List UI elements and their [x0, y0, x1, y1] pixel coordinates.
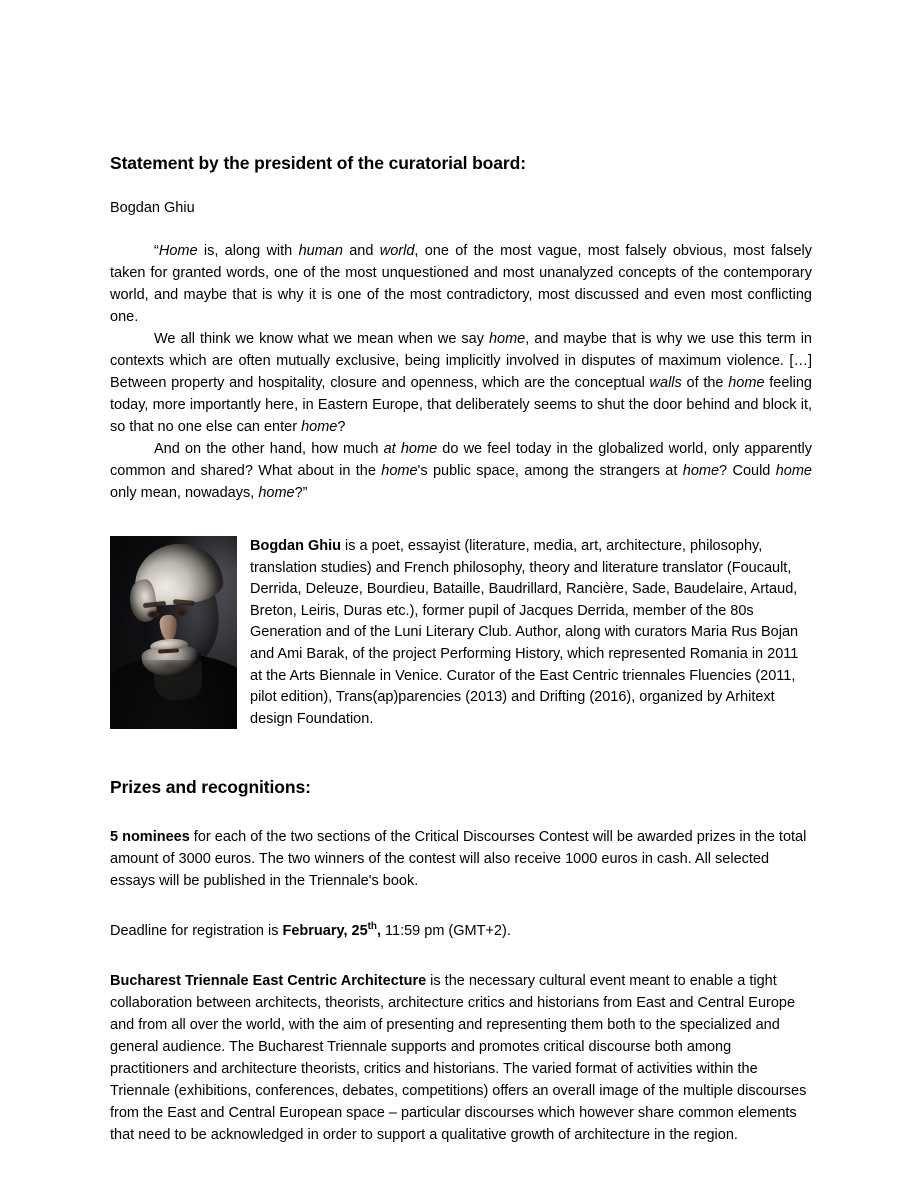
italic-at-home: at home: [383, 441, 438, 457]
document-content: [110, 152, 812, 1146]
deadline-ordinal-suffix: th: [367, 921, 377, 933]
quote-paragraph-2: [110, 328, 812, 438]
quote3-run-6: ?”: [294, 485, 308, 501]
quote-paragraph-3: [110, 438, 812, 504]
quote-run-1: is, along with: [197, 243, 299, 259]
italic-home-b: home: [682, 463, 720, 479]
quote-run-3: , one of the most vague, most falsely obvious, most falsely taken for granted words, one of the most unquestioned and most unanalyzed concepts of the contemporary world, and maybe that is why it is one of the most contradictory, most discussed and even most conflicting one.: [110, 243, 813, 325]
quote2-run-2: , and maybe that is why we use this term in contexts which are often mutually exclusive, being implicitly involved in disputes of maximum violence. […] Between property and hospitality, closure and openness, which are the conceptual: [110, 331, 812, 391]
biography-name: Bogdan Ghiu: [250, 538, 342, 554]
italic-home-d: home: [258, 485, 295, 501]
portrait-photo: [110, 536, 237, 729]
quote-paragraph-1: [110, 240, 812, 328]
quote2-run-4: feeling today, more importantly here, in Eastern Europe, that deliberately seems to shut the door behind and block it, so that no one else can enter: [110, 375, 812, 435]
quote3-run-4: ? Could: [719, 463, 776, 479]
italic-world: world: [379, 243, 415, 259]
triennale-title-bold: Bucharest Triennale East Centric Architecture: [110, 973, 427, 989]
statement-quote: [110, 240, 812, 504]
deadline-date-text: February, 25: [282, 923, 368, 939]
biography-text: [250, 536, 812, 730]
quote3-run-1: And on the other hand, how much: [154, 441, 384, 457]
open-quote-mark: “: [154, 243, 159, 259]
quote2-run-3: of the: [681, 375, 729, 391]
deadline-date: [282, 923, 381, 939]
italic-human: human: [298, 243, 343, 259]
portrait-vignette: [110, 536, 237, 729]
deadline-paragraph: [110, 920, 812, 942]
deadline-prefix: Deadline for registration is: [110, 923, 283, 939]
italic-walls: walls: [649, 375, 682, 391]
italic-home-c: home: [775, 463, 812, 479]
prizes-heading: Prizes and recognitions:: [110, 777, 311, 797]
italic-home: Home: [158, 243, 198, 259]
italic-home-c: home: [301, 419, 338, 435]
biography-body: is a poet, essayist (literature, media, art, architecture, philosophy, translation studies) and French philosophy, theory and literature translator (Foucault, Derrida, Deleuze, Bourdieu, Bataille, Baudrillard, Rancière, Sade, Baudelaire, Artaud, Breton, Leiris, Duras etc.), former pupil of Jacques Derrida, member of the 80s Generation and of the Luni Literary Club. Author, along with curators Maria Rus Bojan and Ami Barak, of the project Performing History, which represented Romania in 2011 at the Arts Biennale in Venice. Curator of the East Centric triennales Fluencies (2011, pilot edition), Trans(ap)parencies (2013) and Drifting (2016), organized by Arhitext design Foundation.: [250, 538, 799, 727]
quote3-run-2: do we feel today in the globalized world, only apparently common and shared? What about in the: [110, 441, 812, 479]
quote3-run-3: 's public space, among the strangers at: [417, 463, 683, 479]
italic-home-a: home: [488, 331, 526, 347]
closing-body: is the necessary cultural event meant to enable a tight collaboration between architects, theorists, architecture critics and historians from East and Central Europe and from all over the world, with the aim of presenting and representing them both to the specialized and general audience. The Bucharest Triennale supports and promotes critical discourse both among practitioners and architecture theorists, critics and historians. The varied format of activities within the Triennale (exhibitions, conferences, debates, competitions) offers an overall image of the multiple discourses from the East and Central European space – particular discourses which however share common elements that need to be acknowledged in order to support a qualitative growth of architecture in the region.: [110, 973, 807, 1143]
quote3-run-5: only mean, nowadays,: [110, 485, 259, 501]
nominees-paragraph: [110, 826, 812, 892]
quote2-run-5: ?: [337, 419, 346, 435]
italic-home-b: home: [728, 375, 765, 391]
statement-heading: Statement by the president of the curatorial board:: [110, 153, 526, 173]
biography-block: [110, 536, 812, 732]
deadline-comma: ,: [376, 923, 381, 939]
quote2-run-1: We all think we know what we mean when we say: [154, 331, 489, 347]
italic-home-a: home: [381, 463, 418, 479]
nominees-body: for each of the two sections of the Critical Discourses Contest will be awarded prizes in the total amount of 3000 euros. The two winners of the contest will also receive 1000 euros in cash. All selected essays will be published in the Triennale's book.: [110, 829, 807, 889]
nominees-bold-lead: 5 nominees: [110, 829, 190, 845]
quote-run-2: and: [342, 243, 380, 259]
author-byline: Bogdan Ghiu: [110, 200, 195, 216]
closing-paragraph: [110, 970, 812, 1146]
deadline-suffix: 11:59 pm (GMT+2).: [380, 923, 511, 939]
